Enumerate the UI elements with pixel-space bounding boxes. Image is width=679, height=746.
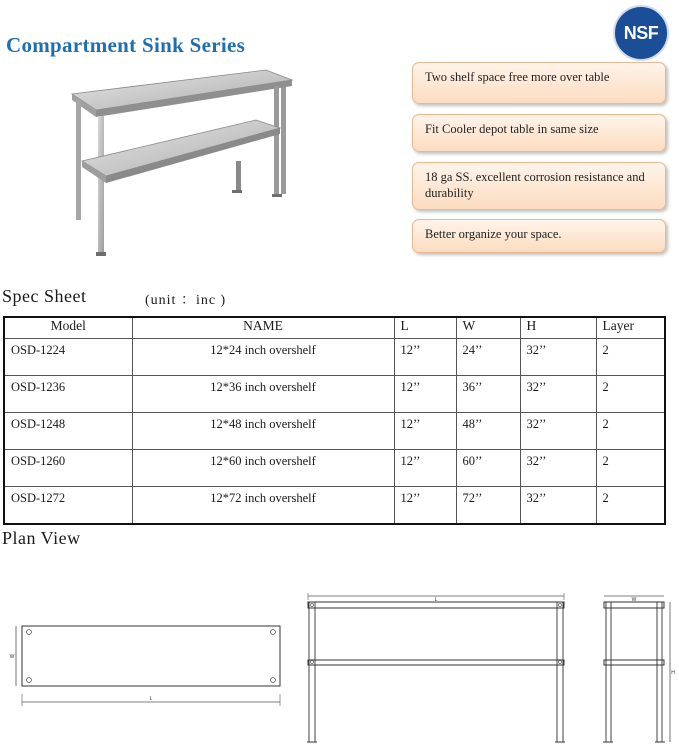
table-row [4,413,665,450]
cell-length: 12’’ [394,339,456,376]
table-row [4,376,665,413]
feature-box-4: Better organize your space. [412,219,666,253]
dim-label-l: L [434,597,438,603]
table-row [4,450,665,487]
dim-label-w: W [9,654,15,660]
table-row [4,487,665,525]
cell-name: 12*60 inch overshelf [132,450,394,487]
nsf-logo [613,5,669,61]
spec-table [3,316,666,525]
spec-sheet-unit: (unit ：inc ) [145,293,227,308]
column-header: L [394,317,456,339]
column-header: H [520,317,596,339]
dim-label-w: W [631,597,637,603]
cell-layer: 2 [596,339,665,376]
table-header-row [4,317,665,339]
top-view-drawing [8,618,288,714]
cell-width: 36’’ [456,376,520,413]
cell-layer: 2 [596,450,665,487]
cell-length: 12’’ [394,376,456,413]
cell-width: 72’’ [456,487,520,525]
cell-name: 12*36 inch overshelf [132,376,394,413]
column-header: W [456,317,520,339]
cell-model: OSD-1260 [4,450,132,487]
side-view-drawing [598,592,676,744]
product-image [66,66,306,266]
column-header: NAME [132,317,394,339]
cell-height: 32’’ [520,376,596,413]
cell-model: OSD-1272 [4,487,132,525]
plan-view-heading: Plan View [2,528,81,548]
cell-model: OSD-1236 [4,376,132,413]
spec-sheet-heading: Spec Sheet [2,286,87,306]
cell-model: OSD-1248 [4,413,132,450]
feature-box-1: Two shelf space free more over table [412,62,666,104]
column-header: Layer [596,317,665,339]
cell-width: 60’’ [456,450,520,487]
dim-label-l: L [149,696,153,702]
feature-box-3: 18 ga SS. excellent corrosion resistance and durability [412,162,666,210]
cell-width: 24’’ [456,339,520,376]
cell-name: 12*48 inch overshelf [132,413,394,450]
cell-name: 12*72 inch overshelf [132,487,394,525]
table-row [4,339,665,376]
cell-height: 32’’ [520,450,596,487]
cell-length: 12’’ [394,487,456,525]
column-header: Model [4,317,132,339]
cell-model: OSD-1224 [4,339,132,376]
cell-layer: 2 [596,487,665,525]
cell-length: 12’’ [394,450,456,487]
cell-length: 12’’ [394,413,456,450]
cell-width: 48’’ [456,413,520,450]
cell-height: 32’’ [520,413,596,450]
cell-height: 32’’ [520,339,596,376]
dim-label-h: H [671,670,675,676]
feature-box-2: Fit Cooler depot table in same size [412,114,666,152]
cell-layer: 2 [596,413,665,450]
nsf-logo-text: NSF [623,22,659,43]
cell-layer: 2 [596,376,665,413]
page-title: Compartment Sink Series [6,33,246,57]
front-view-drawing [300,592,572,744]
cell-name: 12*24 inch overshelf [132,339,394,376]
cell-height: 32’’ [520,487,596,525]
